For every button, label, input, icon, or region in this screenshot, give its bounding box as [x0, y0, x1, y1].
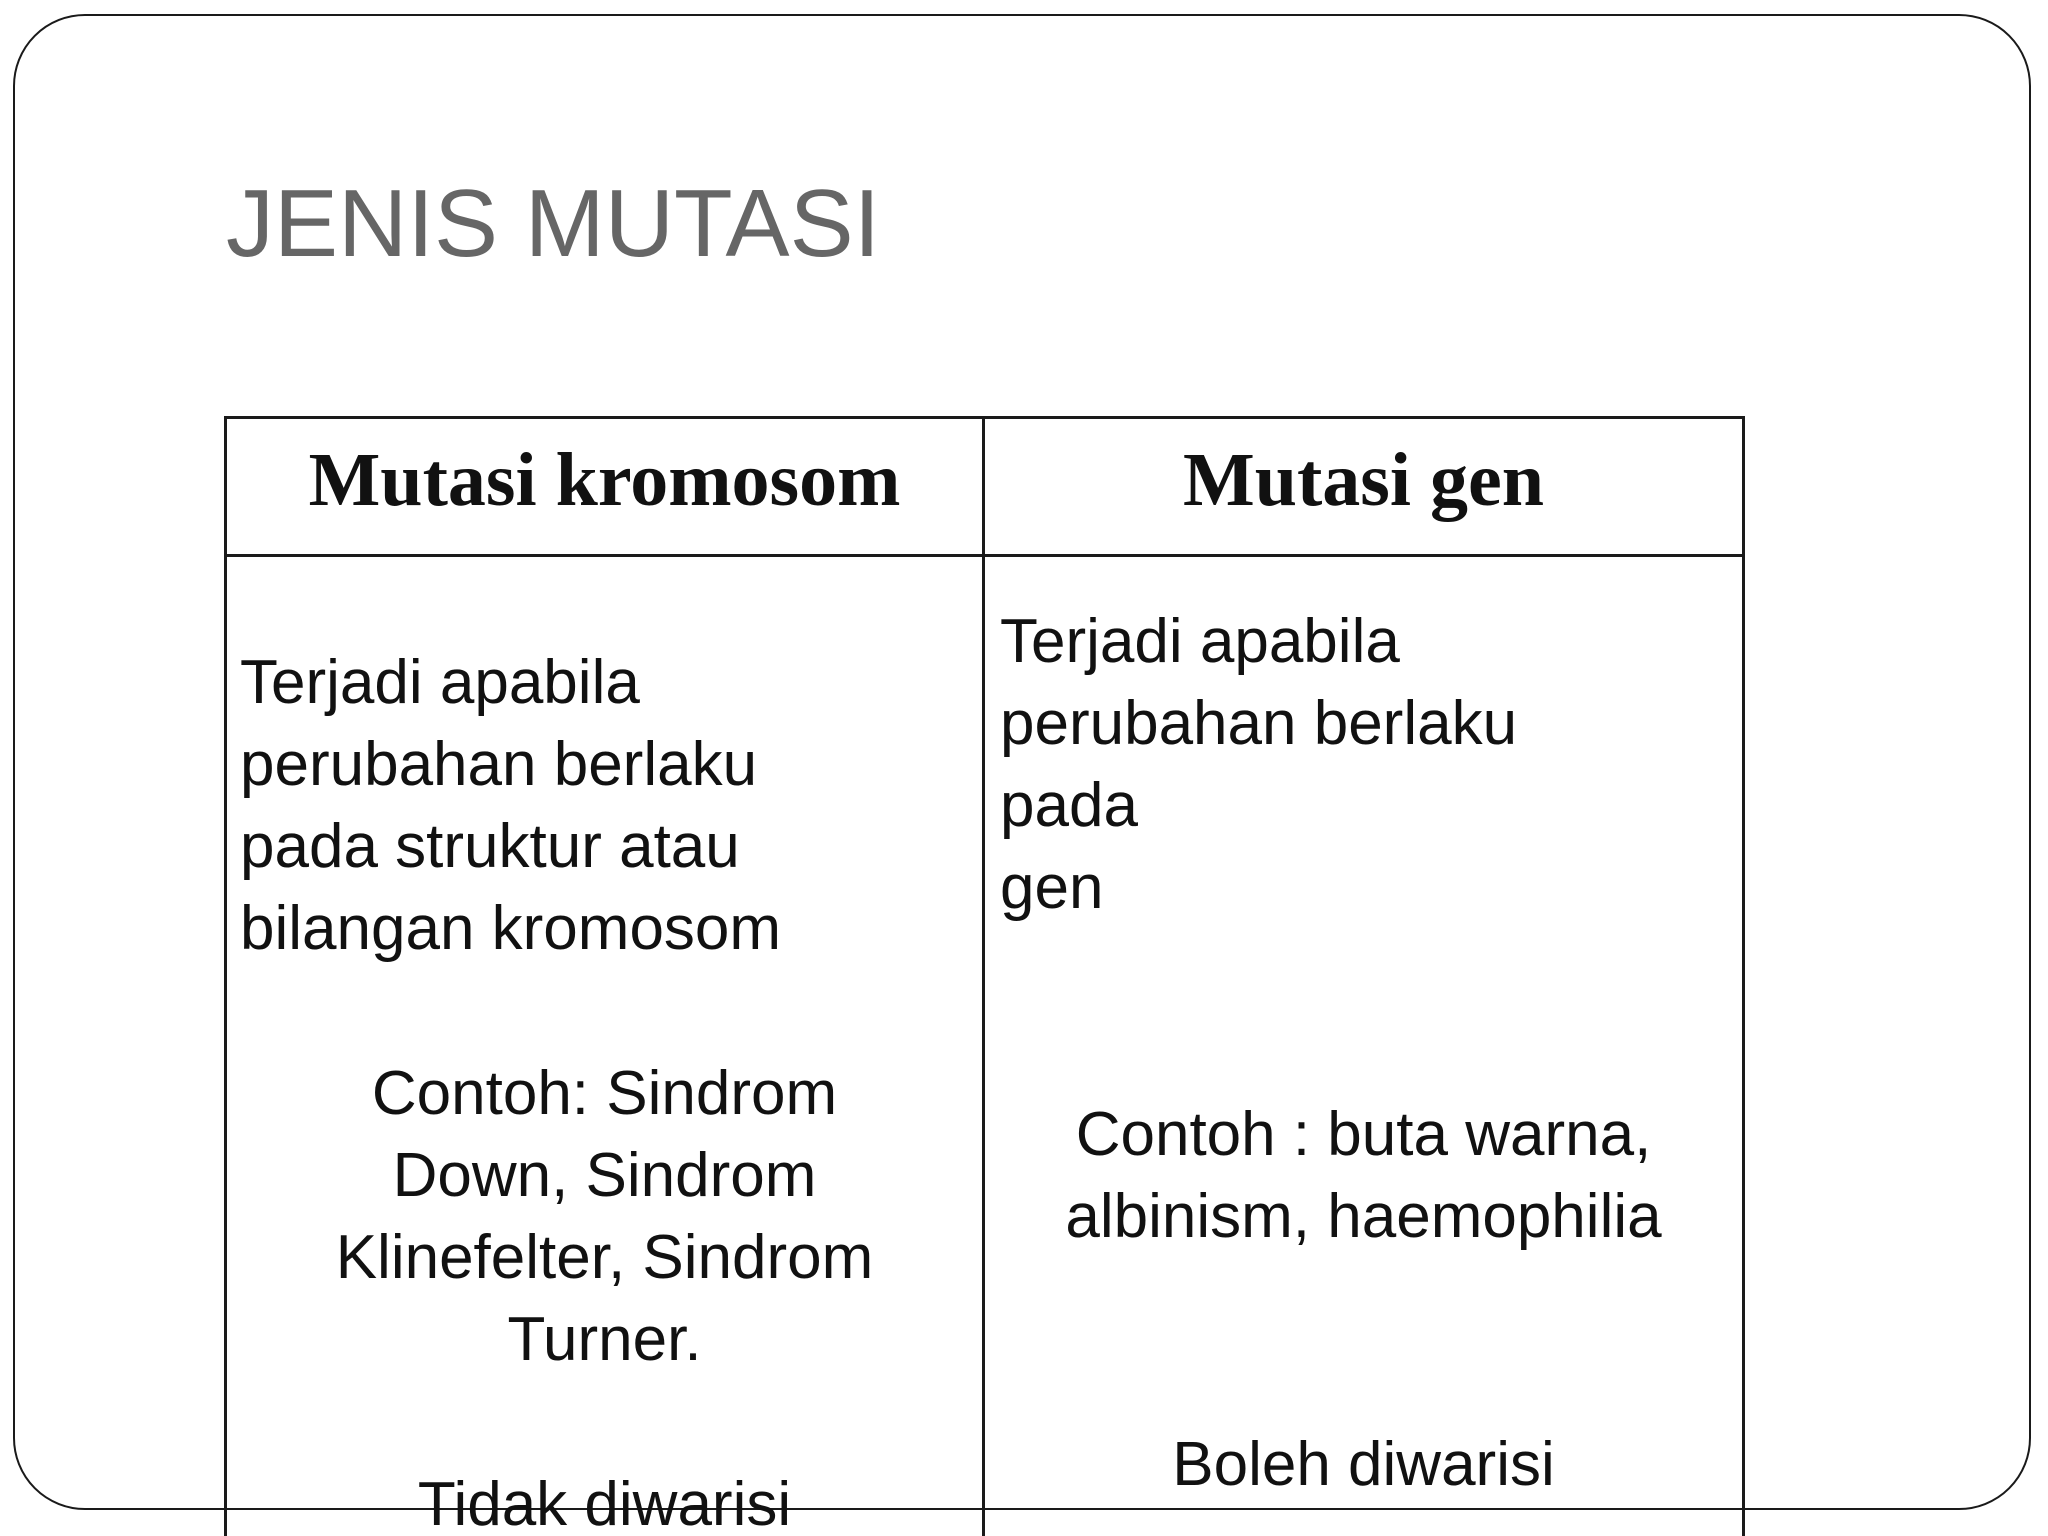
gen-definition: Terjadi apabila perubahan berlaku pada gen — [1000, 607, 1518, 922]
kromosom-definition: Terjadi apabila perubahan berlaku pada struktur atau bilangan kromosom — [240, 648, 782, 963]
table-border-middle — [982, 416, 985, 1536]
table-border-right — [1742, 416, 1745, 1536]
slide-title: JENIS MUTASI — [226, 170, 881, 277]
kromosom-inheritance: Tidak diwarisi — [417, 1470, 792, 1536]
mutation-table — [224, 416, 1746, 1536]
gen-example: Contoh : buta warna, albinism, haemophilia — [1065, 1100, 1662, 1251]
header-mutasi-gen: Mutasi gen — [1183, 437, 1544, 522]
kromosom-example: Contoh: Sindrom Down, Sindrom Klinefelter, Sindrom Turner. — [335, 1059, 874, 1374]
gen-inheritance: Boleh diwarisi — [1172, 1430, 1555, 1499]
header-mutasi-kromosom: Mutasi kromosom — [308, 437, 901, 522]
